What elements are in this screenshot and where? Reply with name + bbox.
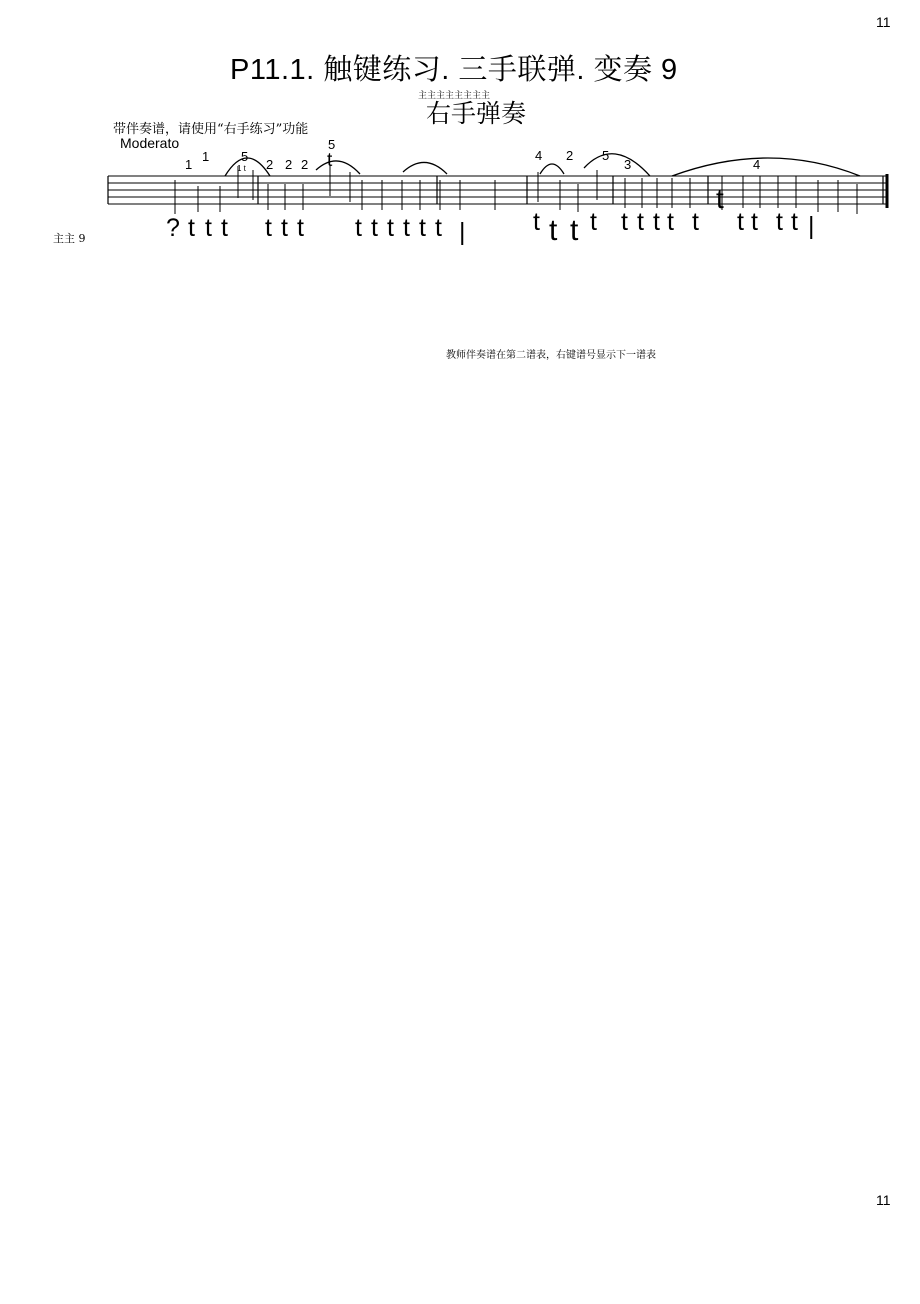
glyph: t — [590, 208, 597, 236]
staff-lines — [108, 176, 888, 204]
bar-lines — [108, 174, 887, 208]
glyph: ? — [166, 214, 180, 242]
staff-label: 主主 9 — [53, 232, 86, 245]
glyph: | — [808, 212, 815, 240]
fingering-number: 1 t — [237, 164, 246, 173]
fingering-number: 2 — [285, 157, 293, 172]
fingering-number: 1 — [202, 149, 210, 164]
glyph: t — [265, 214, 272, 242]
glyph: t — [692, 208, 699, 236]
fingering-number: 4 — [535, 148, 543, 163]
glyph: t — [751, 208, 758, 236]
glyph: t — [435, 214, 442, 242]
glyph: t — [621, 208, 628, 236]
fingering-number: t — [716, 183, 724, 214]
glyph: t — [387, 214, 394, 242]
fingering-number: 2 — [301, 157, 309, 172]
glyph: t — [371, 214, 378, 242]
music-staff — [0, 140, 920, 250]
fingering-number: 2 — [566, 148, 574, 163]
page-title: P11.1. 触键练习. 三手联弹. 变奏 9 — [230, 54, 678, 86]
fingering-number: 1 — [185, 157, 193, 172]
glyph: t — [403, 214, 410, 242]
glyph: t — [221, 214, 228, 242]
glyph: t — [737, 208, 744, 236]
page-number-top: 11 — [876, 14, 891, 30]
glyph: t — [637, 208, 644, 236]
glyph: t — [297, 214, 304, 242]
glyph: t — [653, 208, 660, 236]
fingering-number: 5 — [602, 148, 610, 163]
fingering-number: 5 — [328, 140, 336, 152]
tempo-marking: Moderato — [120, 135, 180, 151]
glyph: t — [549, 214, 558, 247]
fingering-numbers — [185, 140, 760, 214]
glyph: t — [570, 214, 579, 247]
slur-arcs — [225, 154, 860, 176]
glyph: t — [281, 214, 288, 242]
glyph: t — [791, 208, 798, 236]
glyph: t — [667, 208, 674, 236]
fingering-number: 3 — [624, 157, 632, 172]
glyph: | — [459, 218, 466, 246]
subtitle: 右手弹奏 — [426, 99, 527, 128]
glyph: t — [533, 208, 540, 236]
glyph: t — [205, 214, 212, 242]
glyph: t — [419, 214, 426, 242]
tiny-marks: 主主主主主主主主 — [418, 91, 491, 101]
instruction-text: 带伴奏谱，请使用“右手练习”功能 — [113, 122, 309, 137]
fingering-number: 5 — [241, 149, 249, 164]
fingering-number: t — [327, 150, 333, 171]
glyph: t — [776, 208, 783, 236]
fingering-number: 4 — [753, 157, 761, 172]
glyph: t — [355, 214, 362, 242]
teacher-note: 教师伴奏谱在第二谱表，右键谱号显示下一谱表 — [446, 350, 656, 361]
fingering-number: 2 — [266, 157, 274, 172]
page-number-bottom: 11 — [876, 1192, 891, 1208]
glyph: t — [188, 214, 195, 242]
